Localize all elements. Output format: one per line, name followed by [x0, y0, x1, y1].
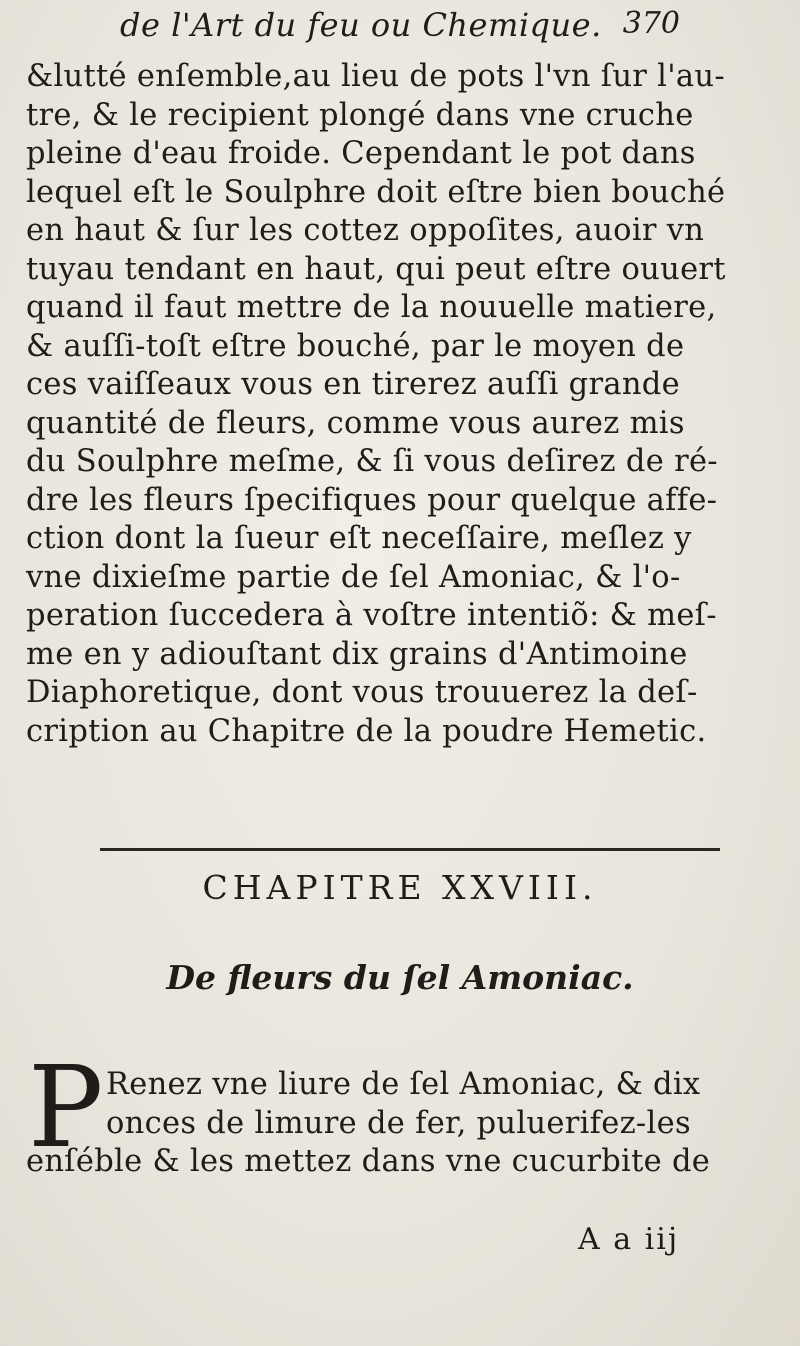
text-line: cription au Chapitre de la poudre Hemetic. [26, 713, 707, 749]
text-line: &lutté enſemble,au lieu de pots l'vn ſur l'au- [26, 59, 725, 94]
text-line: & auſſi-toſt eſtre bouché, par le moyen de [26, 328, 685, 364]
text-line: vne dixieſme partie de ſel Amoniac, & l'o- [26, 559, 681, 595]
text-line: me en y adiouſtant dix grains d'Antimoine [26, 636, 688, 672]
drop-cap: P [28, 1043, 104, 1173]
text-line: ces vaiſſeaux vous en tirerez auſſi grande [26, 367, 680, 402]
running-title: de l'Art du feu ou Chemique. [120, 6, 602, 44]
text-line: enſéble & les mettez dans vne cucurbite de [26, 1144, 711, 1179]
signature-mark: A a iij [578, 1222, 680, 1257]
page-header [120, 6, 680, 50]
body-paragraph [26, 58, 796, 751]
text-line: lequel eſt le Soulphre doit eſtre bien bouché [26, 174, 726, 210]
chapter-heading: CHAPITRE XXVIII. [202, 868, 598, 907]
text-line: du Soulphre meſme, & ſi vous deſirez de ré- [26, 444, 718, 479]
text-line: quantité de fleurs, comme vous aurez mis [26, 405, 685, 441]
text-line: quand il faut mettre de la nouuelle matiere, [26, 290, 717, 325]
text-line: dre les fleurs ſpecifiques pour quelque affe- [26, 482, 718, 518]
chapter-paragraph [26, 1066, 796, 1182]
text-line: tre, & le recipient plongé dans vne cruche [26, 97, 694, 133]
text-line: pleine d'eau froide. Cependant le pot dans [26, 136, 696, 171]
chapter-subtitle: De fleurs du ſel Amoniac. [166, 958, 634, 997]
text-line: Diaphoretique, dont vous trouuerez la deſ- [26, 675, 698, 710]
text-line: onces de limure de fer, puluerifez-les [106, 1105, 691, 1141]
page-number: 370 [622, 6, 680, 41]
section-divider [100, 848, 720, 851]
text-line: peration ſuccedera à voſtre intentiõ: & meſ- [26, 598, 717, 633]
text-line: ction dont la ſueur eſt neceſſaire, meſlez y [26, 521, 692, 556]
text-line: Renez vne liure de ſel Amoniac, & dix [106, 1067, 701, 1102]
text-line: en haut & ſur les cottez oppoſites, auoir vn [26, 213, 705, 248]
text-line: tuyau tendant en haut, qui peut eſtre ouuert [26, 251, 726, 287]
